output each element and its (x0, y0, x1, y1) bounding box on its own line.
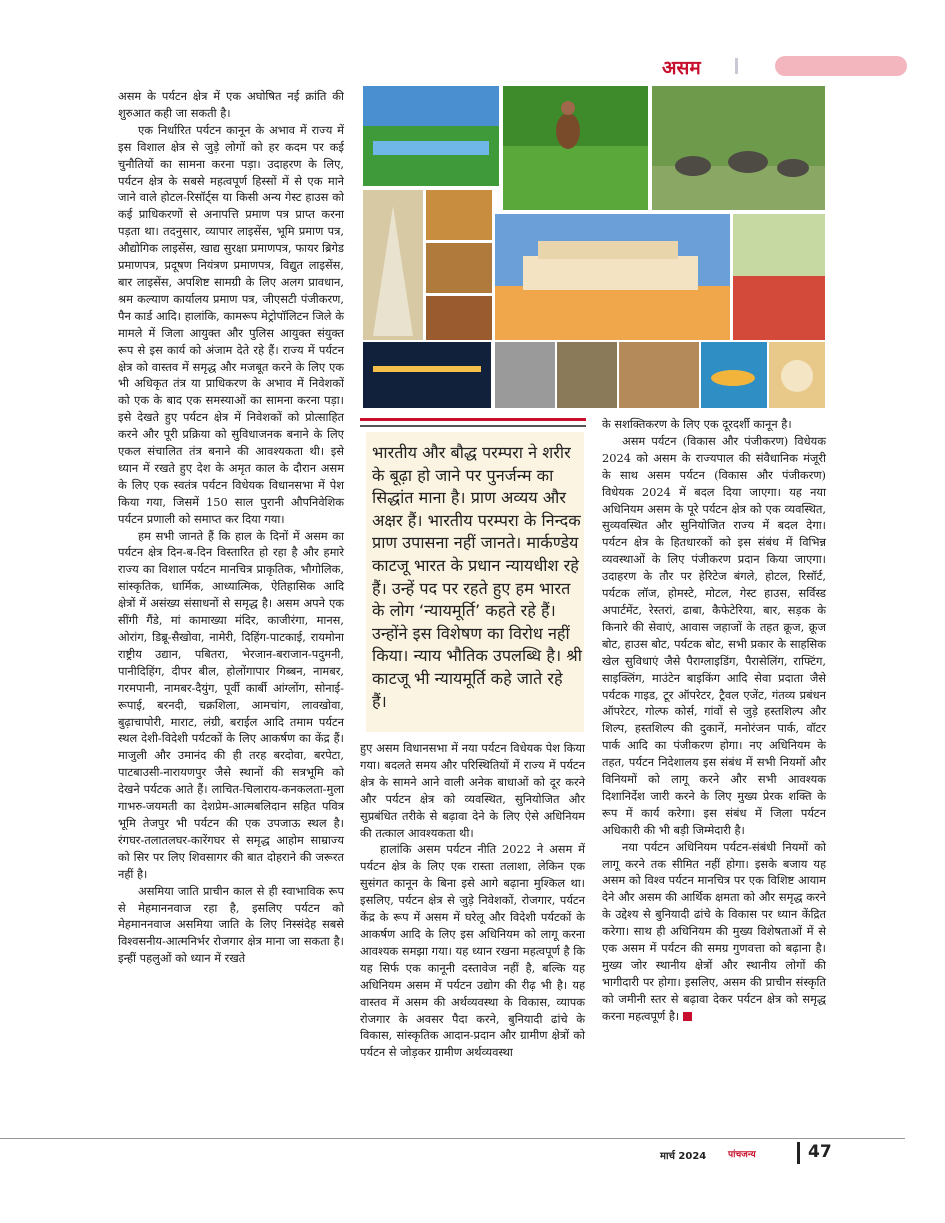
paragraph (602, 839, 826, 1025)
issue-date: मार्च 2024 (660, 1151, 707, 1162)
article-column-1 (118, 88, 344, 967)
footer-divider (797, 1142, 800, 1164)
pull-quote-rule-top (360, 418, 586, 421)
pull-quote: भारतीय और बौद्ध परम्परा ने शरीर के बूढ़ा हो जाने पर पुनर्जन्म का सिद्धांत माना है। प्राण अव्यय और अक्षर हैं। भारतीय परम्परा के निन्दक प्राण उपासना नहीं जानते। मार्कण्डेय काटजू भारत के प्रधान न्यायधीश रहे हैं। उन्हें पद पर रहते हुए हम भारत के लोग ‘न्यायमूर्ति’ कहते रहे हैं। उन्होंने इस विशेषण का विरोध नहीं किया। न्याय भौतिक उपलब्धि है। श्री काटजू भी न्यायमूर्ति कहे जाते रहे हैं। (372, 443, 582, 711)
header-decoration (775, 56, 907, 76)
paragraph: हालांकि असम पर्यटन नीति 2022 ने असम में पर्यटन क्षेत्र के लिए एक रास्ता तलाशा, लेकिन एक सुसंगत कानून के बिना इसे आगे बढ़ाना मुश्किल था। इसलिए, पर्यटन क्षेत्र से जुड़े निवेशकों, रोजगार, पर्यटन केंद्र के रूप में असम में घरेलू और विदेशी पर्यटकों के आकर्षण आदि के लिए इस अधिनियम को लागू करना आवश्यक समझा गया। यह ध्यान रखना महत्वपूर्ण है कि यह सिर्फ एक कानूनी दस्तावेज नहीं है, बल्कि यह अधिनियम असम में पर्यटन उद्योग की रीढ़ भी है। यह वास्तव में असम की अर्थव्यवस्था के विकास, व्यापक रोजगार के अवसर पैदा करने, बुनियादी ढांचे के विकास, सांस्कृतिक आदान-प्रदान और ग्रामीण क्षेत्रों को पर्यटन से जोड़कर ग्रामीण अर्थव्यवस्था (360, 842, 585, 1060)
paragraph: असमिया जाति प्राचीन काल से ही स्वाभाविक रूप से मेहमाननवाज रहा है, इसलिए पर्यटन को मेहमाननवाज असमिया जाति के लिए निस्संदेह सबसे विश्वसनीय-आत्मनिर्भर रोजगार क्षेत्र माना जा सकता है। इन्हीं पहलुओं को ध्यान में रखते (118, 883, 344, 966)
paragraph: असम के पर्यटन क्षेत्र में एक अघोषित नई क्रांति की शुरुआत कही जा सकती है। (118, 89, 344, 120)
page-number: 47 (808, 1142, 832, 1162)
pull-quote-rule-bottom (360, 425, 586, 427)
magazine-logo: पांचजन्य (728, 1150, 756, 1160)
section-title: असम (662, 57, 701, 79)
article-column-3 (602, 416, 826, 1025)
paragraph: हम सभी जानते हैं कि हाल के दिनों में असम का पर्यटन क्षेत्र दिन-ब-दिन विस्तारित हो रहा है और हमारे राज्य का विशाल पर्यटन मानचित्र प्राकृतिक, भौगोलिक, सांस्कृतिक, धार्मिक, आध्यात्मिक, ऐतिहासिक आदि क्षेत्रों में असंख्य संसाधनों से समृद्ध है। असम अपने एक सींगी गैंडे, मां कामाख्या मंदिर, काजीरंगा, मानस, ओरांग, डिब्रू-सैखोवा, नामेरी, दिहिंग-पाटकाई, रायमोना राष्ट्रीय उद्यान, पबितरा, भेरजान-बराजान-पदुमनी, पानीदिहिंग, दीपर बील, होलोंगापार गिब्बन, नामबर, गरमपानी, नामबर-दैयुंग, पूर्वी कार्बी आंग्लोंग, सोनाई-रूपाई, बरनदी, चक्रशिला, आमचांग, लावखोवा, बुढ़ाचापोरी, माराट, लंग्री, बराईल आदि तमाम पर्यटन स्थल देशी-विदेशी पर्यटकों के लिए आकर्षण का केंद्र हैं। माजुली और उमानंद की ही तरह बरदोवा, बरपेटा, पाटबाउसी-नारायणपुर जैसे स्थानों की सत्रभूमि को देखने पर्यटक आते हैं। लाचित-चिलाराय-कनकलता-मुला गाभरु-जयमती का देशप्रेम-आत्मबलिदान सहित पवित्र भूमि तेजपुर भी पर्यटन की एक उपजाऊ स्थल है। रंगघर-तलातलघर-कारेंगघर से समृद्ध आहोम साम्राज्य को सिर पर लिए शिवसागर की बात दोहराने की जरूरत नहीं है। (118, 528, 344, 881)
collage-graphic (363, 86, 825, 408)
end-of-article-mark (683, 1012, 692, 1021)
paragraph: हुए असम विधानसभा में नया पर्यटन विधेयक पेश किया गया। बदलते समय और परिस्थितियों में राज्य में पर्यटन क्षेत्र के सामने आने वाली अनेक बाधाओं को दूर करने और पर्यटन क्षेत्र को व्यवस्थित, सुनियोजित और सुप्रबंधित तरीके से बढ़ावा देने के लिए ऐसे अधिनियम की तत्काल आवश्यकता थी। (360, 741, 585, 840)
assam-tourism-photo-collage (363, 86, 825, 408)
footer-rule (0, 1138, 905, 1139)
article-column-2 (360, 740, 585, 1061)
paragraph: एक निर्धारित पर्यटन कानून के अभाव में राज्य में इस विशाल क्षेत्र से जुड़े लोगों को हर कदम पर कई चुनौतियों का सामना करना पड़ा। उदाहरण के लिए, पर्यटन क्षेत्र के सबसे महत्वपूर्ण हिस्सों में से एक माने जाने वाले होटल-रिसॉर्ट्स या किसी अन्य गेस्ट हाउस को कई प्राधिकरणों से अनापत्ति प्रमाण पत्र प्राप्त करना पड़ता था। तदनुसार, व्यापार लाइसेंस, भूमि प्रमाण पत्र, औद्योगिक लाइसेंस, खाद्य सुरक्षा प्रमाणपत्र, फायर ब्रिगेड प्रमाणपत्र, प्रदूषण नियंत्रण प्रमाणपत्र, विद्युत लाइसेंस, बार लाइसेंस, अपशिष्ट सामग्री के लिए अलग प्रावधान, श्रम कल्याण कार्यालय प्रमाण पत्र, जीएसटी पंजीकरण, पैन कार्ड आदि। हालांकि, कामरूप मेट्रोपॉलिटन जिले के मामले में जिला आयुक्त और पुलिस आयुक्त संयुक्त रूप से इस कार्य को अंजाम देते रहे हैं। राज्य में पर्यटन क्षेत्र को वास्तव में समृद्ध और मजबूत करने के लिए एक भी अधिकृत तंत्र या प्राधिकरण के अभाव में निवेशकों को एक के बाद एक समस्याओं का सामना करना पड़ा। इसे देखते हुए पर्यटन क्षेत्र में निवेशकों को प्रोत्साहित करने और पूरी प्रक्रिया को सुविधाजनक बनाने के लिए एकल संचालित तंत्र बनाने की आवश्यकता थी। इसे ध्यान में रखते हुए देश के अमृत काल के दौरान असम के लिए एक स्वतंत्र पर्यटन विधेयक विधानसभा में पेश किया गया, जिसमें 150 साल पुरानी औपनिवेशिक पर्यटन प्रणाली को समाप्त कर दिया गया। (118, 122, 344, 526)
paragraph-text: नया पर्यटन अधिनियम पर्यटन-संबंधी नियमों को लागू करने तक सीमित नहीं होगा। इसके बजाय यह असम को विश्व पर्यटन मानचित्र पर एक विशिष्ट आयाम देने और असम की आर्थिक क्षमता को और समृद्ध करने के उद्देश्य से बुनियादी ढांचे के विकास पर ध्यान केंद्रित करेगा। साथ ही अधिनियम की मुख्य विशेषताओं में से एक असम में पर्यटन की समग्र गुणवत्ता को बढ़ाना है। मुख्य जोर स्थानीय क्षेत्रों और स्थानीय लोगों की भागीदारी पर होगा। इसलिए, असम की प्राचीन संस्कृति को जमीनी स्तर से बढ़ावा देकर पर्यटन क्षेत्र को समृद्ध करना महत्वपूर्ण है। (602, 839, 826, 1023)
paragraph: के सशक्तिकरण के लिए एक दूरदर्शी कानून है। (602, 417, 792, 431)
paragraph: असम पर्यटन (विकास और पंजीकरण) विधेयक 2024 को असम के राज्यपाल की संवैधानिक मंजूरी के साथ असम पर्यटन (विकास और पंजीकरण) विधेयक 2024 में बदल दिया जाएगा। यह नया अधिनियम असम के पूरे पर्यटन क्षेत्र को एक व्यवस्थित, सुव्यवस्थित और सुनियोजित राज्य में बदल देगा। पर्यटन क्षेत्र के हितधारकों को इस संबंध में विभिन्न व्यवस्थाओं के लिए पंजीकरण प्रदान किया जाएगा। उदाहरण के तौर पर हेरिटेज बंगले, होटल, रिसॉर्ट, पर्यटक लॉज, होमस्टे, मोटल, गेस्ट हाउस, सर्विस्ड अपार्टमेंट, रेस्तरां, ढाबा, कैफेटेरिया, बार, सड़क के किनारे की सेवाएं, आवास जहाजों के तहत क्रूज, क्रूज बोट, हाउस बोट, पर्यटक बोट, सभी प्रकार के साहसिक खेल सुविधाएं जैसे पैराग्लाइडिंग, पैरासेलिंग, राफ्टिंग, साइक्लिंग, माउंटेन बाइकिंग आदि सेवा प्रदाता जैसे पर्यटक गाइड, टूर ऑपरेटर, ट्रैवल एजेंट, गंतव्य प्रबंधन ऑपरेटर, गोल्फ कोर्स, गांवों से जुड़े हस्तशिल्प और शिल्प, हस्तशिल्प की दुकानें, मनोरंजन पार्क, वॉटर पार्क आदि का पंजीकरण होगा। नए अधिनियम के तहत, पर्यटन निदेशालय इस संबंध में सभी नियमों और विनियमों को लागू करने और सभी आवश्यक दिशानिर्देश जारी करने के लिए मुख्य प्रेरक शक्ति के रूप में कार्य करेगा। इस संबंध में जिला पर्यटन अधिकारी की भी बड़ी जिम्मेदारी है। (602, 433, 826, 837)
header-divider (735, 58, 738, 74)
